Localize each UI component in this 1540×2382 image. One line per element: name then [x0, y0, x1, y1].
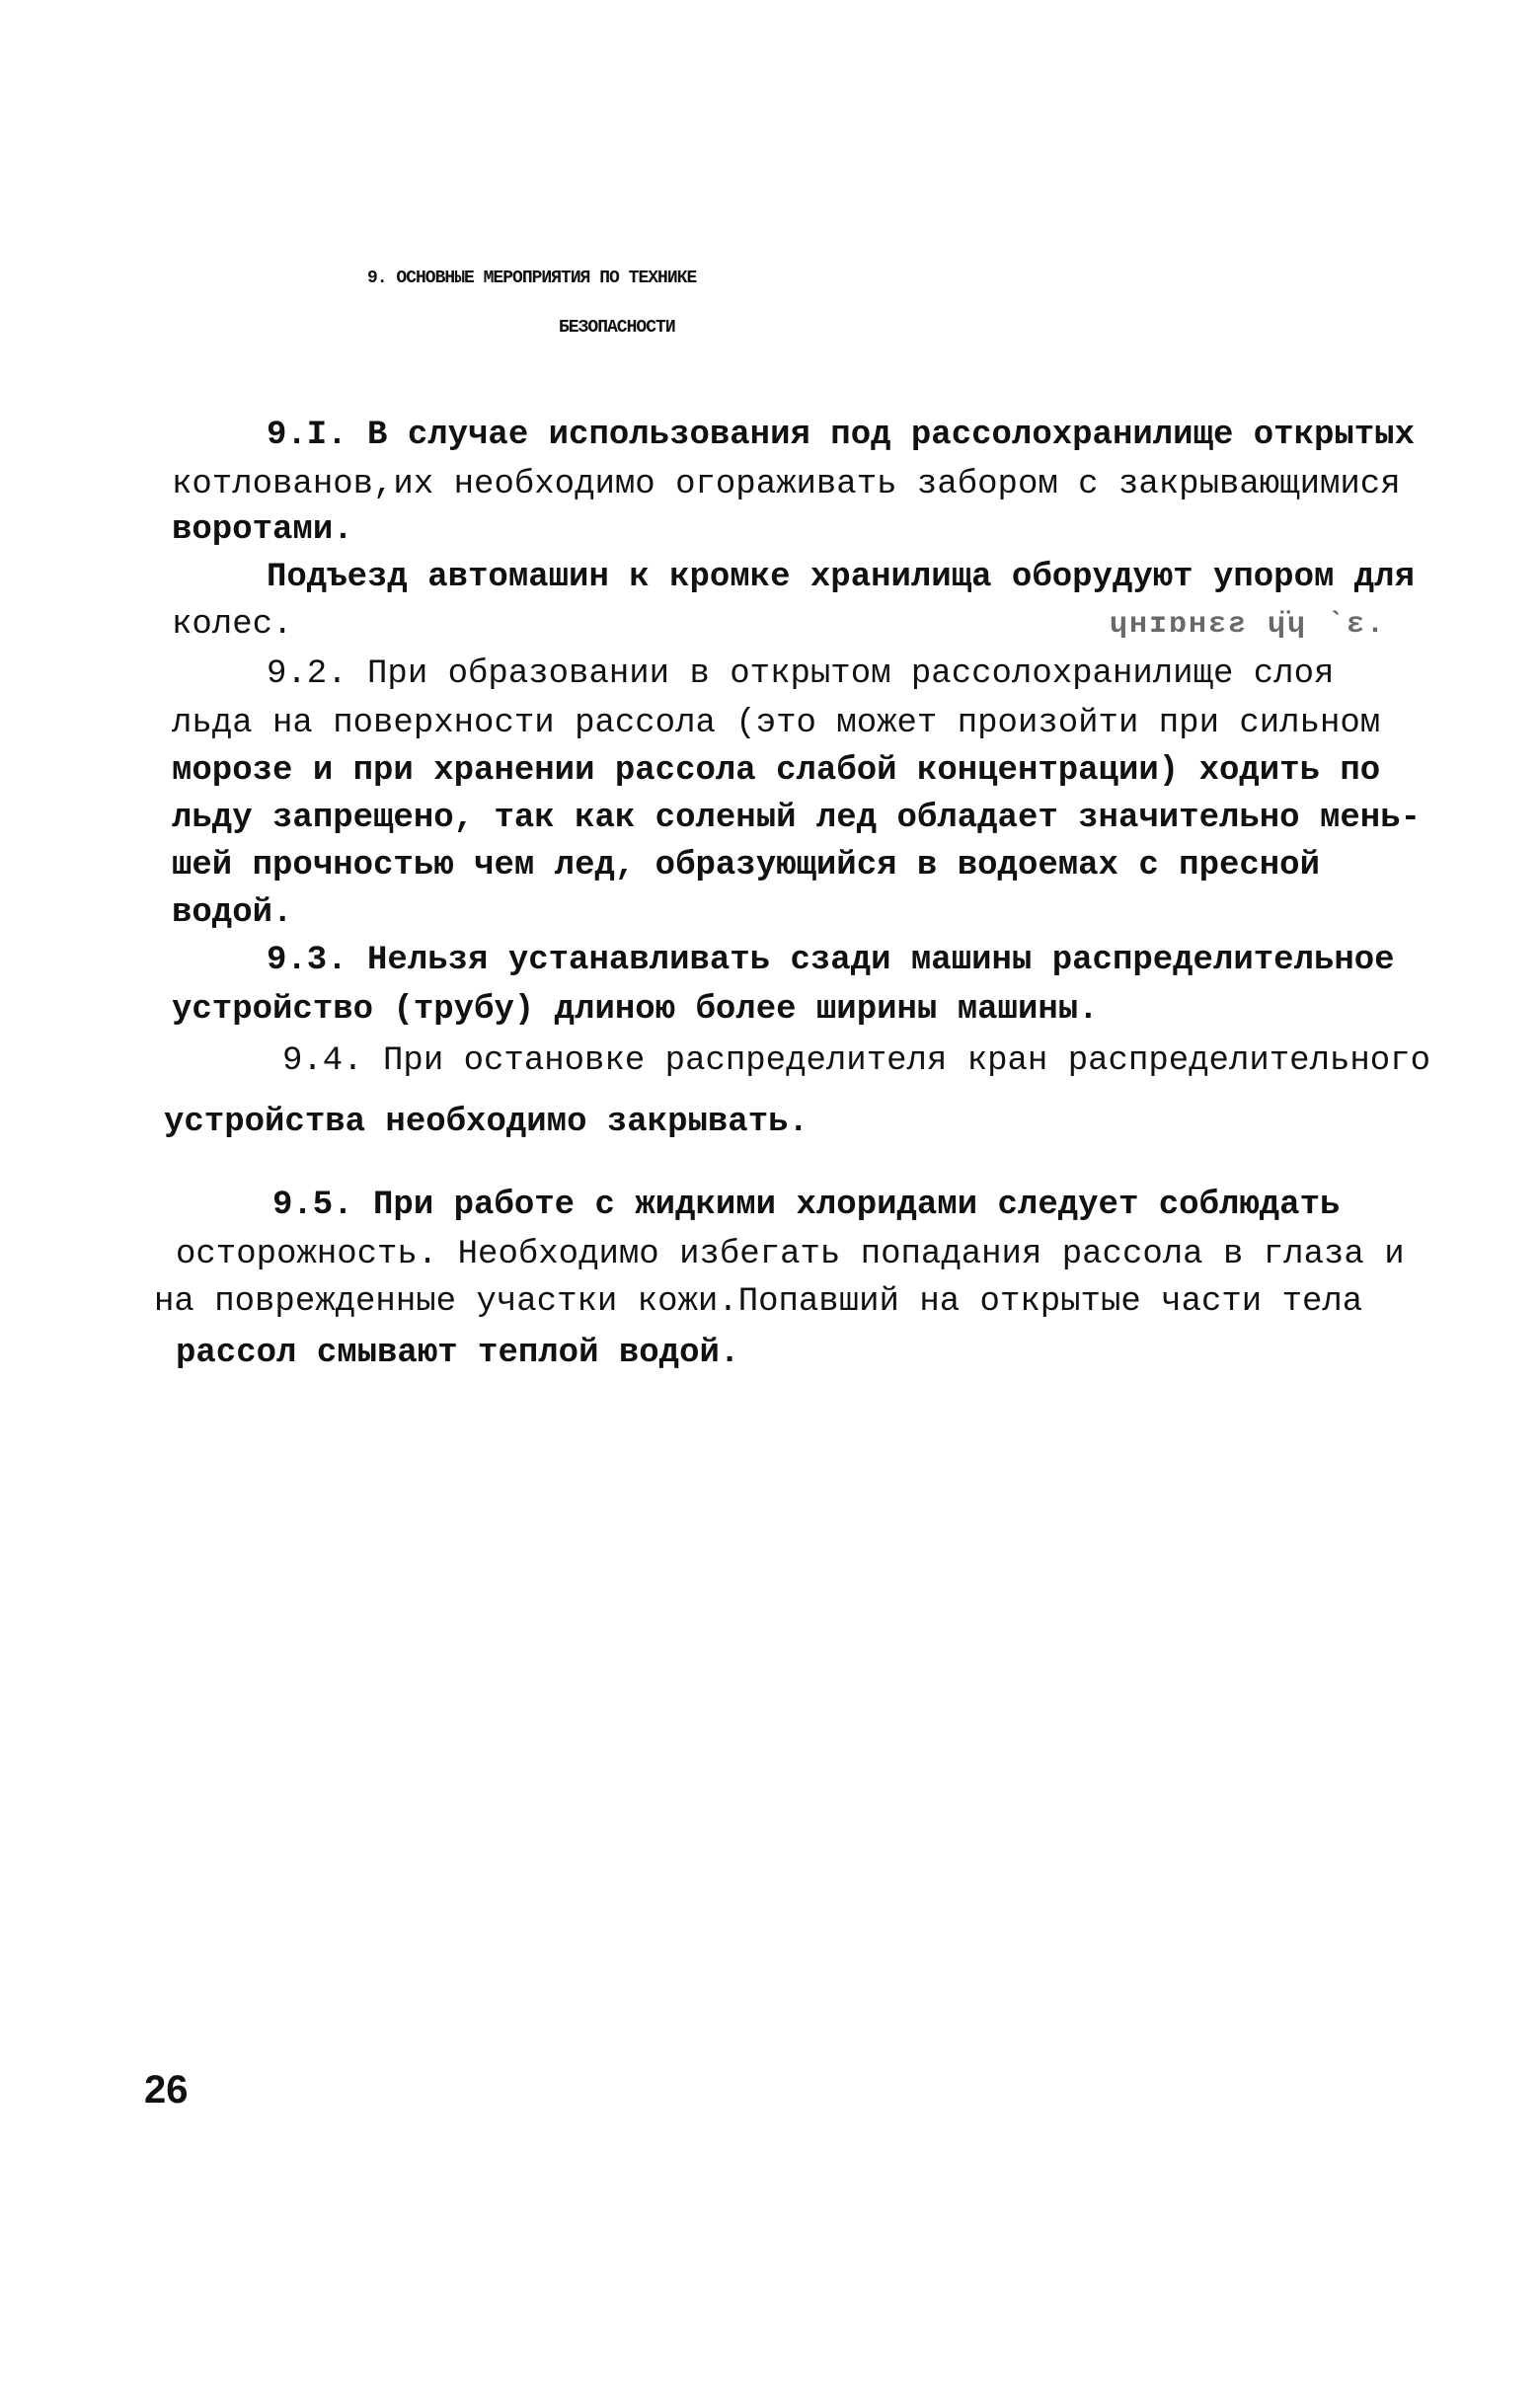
- paragraph-9-4-line: устройства необходимо закрывать.: [164, 1104, 808, 1141]
- paragraph-9-4-line: 9.4. При остановке распределителя кран распределительного: [282, 1042, 1430, 1080]
- paragraph-9-1b-line: Подъезд автомашин к кромке хранилища оборудуют упором для: [267, 559, 1415, 596]
- paragraph-9-2-line: 9.2. При образовании в открытом рассолохранилище слоя: [267, 655, 1335, 693]
- section-title-line1: 9. ОСНОВНЫЕ МЕРОПРИЯТИЯ ПО ТЕХНИКЕ: [367, 269, 697, 288]
- paragraph-9-1-line: котлованов,их необходимо огораживать забором с закрывающимися: [172, 466, 1401, 503]
- paragraph-9-5-line: осторожность. Необходимо избегать попадания рассола в глаза и: [176, 1236, 1405, 1273]
- page-number: 26: [144, 2068, 189, 2112]
- paragraph-9-5-line: 9.5. При работе с жидкими хлоридами следует соблюдать: [272, 1187, 1341, 1224]
- paragraph-9-2-line: льду запрещено, так как соленый лед обладает значительно мень-: [172, 800, 1422, 837]
- paragraph-9-1-line: 9.I. В случае использования под рассолохранилище открытых: [267, 417, 1415, 454]
- section-title-line2: БЕЗОПАСНОСТИ: [559, 318, 675, 338]
- faded-overprint-mark: ɥʜɪɒʜɛƨ ɥ̈ɥ ˋɛ.: [1110, 608, 1387, 642]
- paragraph-9-2-line: водой.: [172, 894, 293, 932]
- paragraph-9-3-line: 9.3. Нельзя устанавливать сзади машины распределительное: [267, 942, 1395, 979]
- paragraph-9-1b-line: колес.: [172, 606, 293, 644]
- paragraph-9-3-line: устройство (трубу) длиною более ширины машины.: [172, 991, 1099, 1029]
- paragraph-9-2-line: шей прочностью чем лед, образующийся в водоемах с пресной: [172, 847, 1320, 884]
- paragraph-9-2-line: льда на поверхности рассола (это может произойти при сильном: [172, 705, 1381, 742]
- paragraph-9-1-line: воротами.: [172, 511, 353, 549]
- paragraph-9-5-line: рассол смывают теплой водой.: [176, 1335, 740, 1372]
- paragraph-9-2-line: морозе и при хранении рассола слабой концентрации) ходить по: [172, 752, 1381, 790]
- paragraph-9-5-line: на поврежденные участки кожи.Попавший на открытые части тела: [154, 1283, 1363, 1321]
